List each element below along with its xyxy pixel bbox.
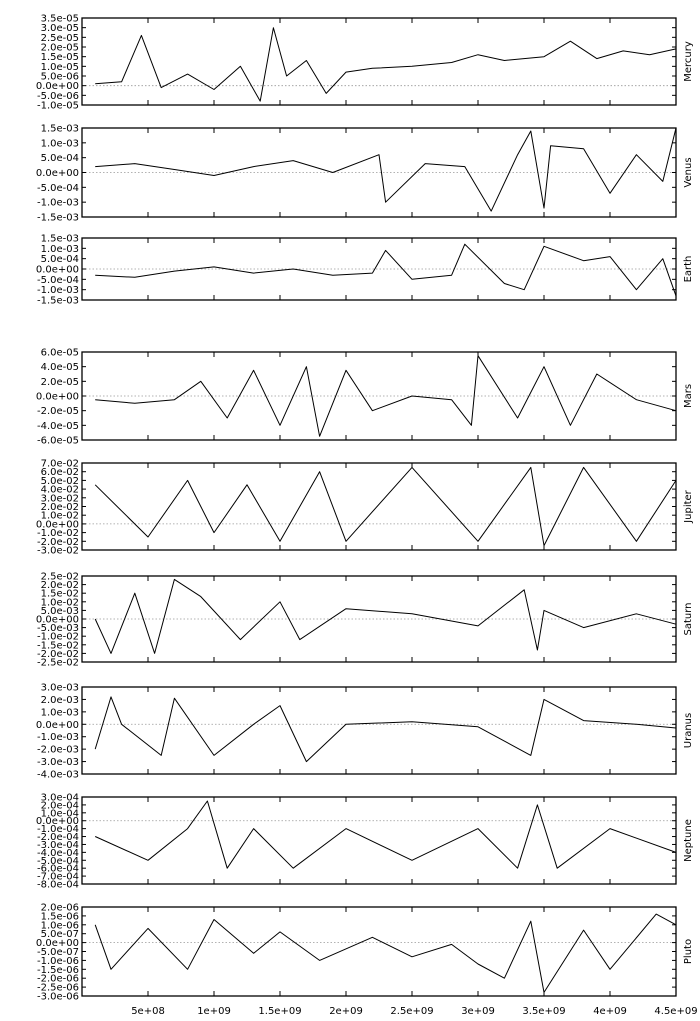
y-tick-label: 2.0e-05 <box>40 376 79 388</box>
y-tick-label: -1.5e-06 <box>37 964 79 976</box>
y-tick-label: 0.0e+00 <box>35 816 79 828</box>
panel-mercury <box>36 14 694 112</box>
x-tick-label: 3e+09 <box>461 1006 495 1017</box>
y-tick-label: -5.0e-06 <box>37 90 79 102</box>
panel-label-earth: Earth <box>683 255 694 283</box>
y-tick-label: 6.0e-05 <box>40 347 79 359</box>
series-line-mercury <box>95 28 676 101</box>
plot-frame <box>82 907 676 996</box>
y-tick-label: -1.5e-03 <box>37 295 79 307</box>
x-tick-label: 1.5e+09 <box>258 1006 302 1017</box>
y-tick-label: 5.0e-02 <box>40 475 79 487</box>
y-tick-label: 3.0e-04 <box>40 792 79 804</box>
series-line-saturn <box>95 579 676 653</box>
y-tick-label: 1.0e-04 <box>40 808 79 820</box>
y-tick-label: -1.0e-03 <box>37 285 79 297</box>
y-tick-label: 2.0e-06 <box>40 902 79 914</box>
y-tick-label: 0.0e+00 <box>35 719 79 731</box>
y-tick-label: 1.0e-05 <box>40 61 79 73</box>
y-tick-label: 3.5e-05 <box>40 13 79 25</box>
y-tick-label: -2.0e-05 <box>37 406 79 418</box>
y-tick-label: 1.0e-02 <box>40 510 79 522</box>
x-tick-label: 5e+08 <box>131 1006 165 1017</box>
y-tick-label: -3.0e-03 <box>37 757 79 769</box>
panel-label-jupiter: Jupiter <box>683 490 694 523</box>
y-tick-label: 1.5e-05 <box>40 52 79 64</box>
y-tick-label: 7.0e-02 <box>40 458 79 470</box>
y-tick-label: 2.0e-02 <box>40 580 79 592</box>
y-tick-label: -1.0e-02 <box>37 631 79 643</box>
y-tick-label: -1.0e-05 <box>37 100 79 112</box>
y-tick-label: -7.0e-04 <box>37 871 79 883</box>
y-tick-label: -1.0e-03 <box>37 197 79 209</box>
plot-frame <box>82 463 676 550</box>
y-tick-label: 2.5e-05 <box>40 32 79 44</box>
series-line-pluto <box>95 914 676 992</box>
y-tick-label: -1.0e-02 <box>37 528 79 540</box>
panel-neptune <box>36 793 694 891</box>
y-tick-label: -5.0e-07 <box>37 947 79 958</box>
y-tick-label: -5.0e-04 <box>37 182 79 194</box>
y-tick-label: -1.5e-03 <box>37 212 79 224</box>
y-tick-label: 1.0e-03 <box>40 243 79 255</box>
y-tick-label: 0.0e+00 <box>35 81 79 93</box>
y-tick-label: 1.5e-03 <box>40 233 79 245</box>
y-tick-label: 1.5e-06 <box>40 911 79 923</box>
y-tick-label: 0.0e+00 <box>35 614 79 626</box>
y-tick-label: 0.0e+00 <box>35 391 79 403</box>
panel-label-pluto: Pluto <box>683 938 694 965</box>
series-line-neptune <box>95 801 676 868</box>
plot-frame <box>82 18 676 105</box>
panel-earth <box>36 234 694 307</box>
y-tick-label: -2.0e-02 <box>37 536 79 548</box>
y-tick-label: 5.0e-04 <box>40 254 79 266</box>
panel-jupiter <box>36 459 694 557</box>
y-tick-label: 1.0e-02 <box>40 597 79 609</box>
panel-label-uranus: Uranus <box>683 712 694 749</box>
y-tick-label: -1.0e-04 <box>37 824 79 836</box>
series-line-venus <box>95 128 676 211</box>
y-tick-label: -6.0e-05 <box>37 435 79 447</box>
y-tick-label: 1.0e-03 <box>40 138 79 150</box>
y-tick-label: 1.5e-03 <box>40 123 79 135</box>
y-tick-label: 2.5e-02 <box>40 571 79 583</box>
y-tick-label: 2.0e-03 <box>40 694 79 706</box>
y-tick-label: 2.0e-02 <box>40 502 79 513</box>
y-tick-label: -5.0e-04 <box>37 855 79 867</box>
y-tick-label: 4.0e-02 <box>40 484 79 496</box>
y-tick-label: -3.0e-02 <box>37 545 79 557</box>
panel-label-venus: Venus <box>683 157 694 188</box>
y-tick-label: -8.0e-04 <box>37 879 79 891</box>
y-tick-label: 5.0e-03 <box>40 605 79 617</box>
y-tick-label: -2.0e-03 <box>37 744 79 756</box>
y-tick-label: -5.0e-04 <box>37 274 79 286</box>
y-tick-label: 3.0e-03 <box>40 682 79 694</box>
y-tick-label: 4.0e-05 <box>40 362 79 374</box>
series-line-uranus <box>95 697 676 762</box>
series-line-mars <box>95 356 676 437</box>
y-tick-label: 0.0e+00 <box>35 938 79 950</box>
y-tick-label: -2.5e-06 <box>37 982 79 994</box>
y-tick-label: 3.0e-02 <box>40 493 79 505</box>
y-tick-label: 0.0e+00 <box>35 519 79 531</box>
panel-label-saturn: Saturn <box>683 602 694 636</box>
y-tick-label: -5.0e-03 <box>37 623 79 635</box>
y-tick-label: 1.0e-06 <box>40 920 79 932</box>
y-tick-label: -4.0e-05 <box>37 420 79 432</box>
y-tick-label: 5.0e-06 <box>40 71 79 83</box>
y-tick-label: -2.0e-06 <box>37 973 79 985</box>
plot-frame <box>82 687 676 774</box>
panel-venus <box>36 124 694 224</box>
y-tick-label: -1.5e-02 <box>37 640 79 652</box>
y-tick-label: -4.0e-03 <box>37 769 79 781</box>
panel-label-mercury: Mercury <box>683 41 694 82</box>
x-tick-label: 3.5e+09 <box>522 1006 566 1017</box>
series-line-jupiter <box>95 467 676 545</box>
y-tick-label: 1.5e-02 <box>40 588 79 600</box>
y-tick-label: 2.0e-05 <box>40 42 79 54</box>
y-tick-label: -2.5e-02 <box>37 657 79 669</box>
panel-label-mars: Mars <box>683 383 694 409</box>
y-tick-label: -2.0e-02 <box>37 648 79 660</box>
y-tick-label: 1.0e-03 <box>40 707 79 719</box>
y-tick-label: -2.0e-04 <box>37 832 79 844</box>
panel-mars <box>36 348 694 447</box>
y-tick-label: -1.0e-03 <box>37 732 79 744</box>
y-tick-label: 3.0e-05 <box>40 23 79 35</box>
panel-saturn <box>36 572 694 669</box>
y-tick-label: 2.0e-04 <box>40 800 79 812</box>
plot-frame <box>82 797 676 884</box>
y-tick-label: -6.0e-04 <box>37 863 79 875</box>
y-tick-label: -3.0e-04 <box>37 839 79 851</box>
panel-label-neptune: Neptune <box>683 819 694 862</box>
x-tick-label: 2.5e+09 <box>390 1006 434 1017</box>
panel-pluto <box>36 903 694 1003</box>
y-tick-label: 0.0e+00 <box>35 264 79 276</box>
y-tick-label: -4.0e-04 <box>37 847 79 859</box>
x-tick-label: 4.5e+09 <box>654 1006 698 1017</box>
y-tick-label: 5.0e-07 <box>40 929 79 941</box>
y-tick-label: 0.0e+00 <box>35 168 79 179</box>
y-tick-label: 5.0e-04 <box>40 153 79 165</box>
y-tick-label: -1.0e-06 <box>37 955 79 967</box>
y-tick-label: 6.0e-02 <box>40 467 79 479</box>
x-tick-label: 4e+09 <box>593 1006 627 1017</box>
panel-uranus <box>36 683 694 781</box>
x-tick-label: 2e+09 <box>329 1006 363 1017</box>
y-tick-label: -3.0e-06 <box>37 991 79 1003</box>
series-line-earth <box>95 244 676 296</box>
x-tick-label: 1e+09 <box>197 1006 231 1017</box>
